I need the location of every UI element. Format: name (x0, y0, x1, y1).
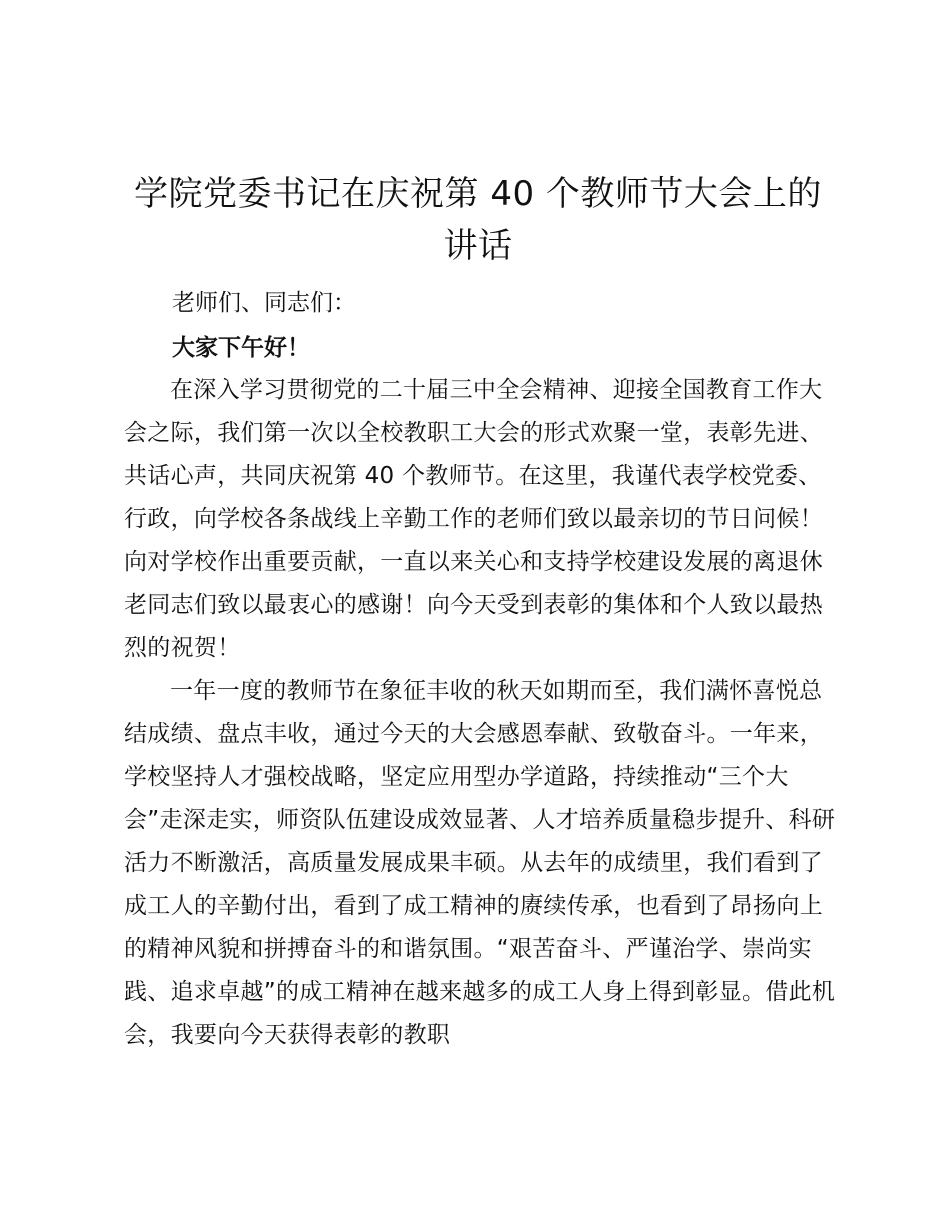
salutation: 老师们、同志们： (172, 290, 356, 316)
page-title: 学院党委书记在庆祝第 40 个教师节大会上的讲话 (134, 174, 822, 266)
paragraph-2: 一年一度的教师节在象征丰收的秋天如期而至，我们满怀喜悦总结成绩、盘点丰收，通过今天的大会感恩奉献、致敬奋斗。一年来，学校坚持人才强校战略，坚定应用型办学道路，持续推动“三个大会”走深走实，师资队伍建设成效显著、人才培养质量稳步提升、科研活力不断激活，高质量发展成果丰硕。从去年的成绩里，我们看到了成工人的辛勤付出，看到了成工精神的赓续传承，也看到了昂扬向上的精神风貌和拼搏奋斗的和谐氛围。“艰苦奋斗、严谨治学、崇尚实践、追求卓越”的成工精神在越来越多的成工人身上得到彰显。借此机会，我要向今天获得表彰的教职 (124, 678, 836, 1048)
paragraph-1: 在深入学习贯彻党的二十届三中全会精神、迎接全国教育工作大会之际，我们第一次以全校教职工大会的形式欢聚一堂，表彰先进、共话心声，共同庆祝第 40 个教师节。在这里，我谨代表学校党委、行政，向学校各条战线上辛勤工作的老师们致以最亲切的节日问候！向对学校作出重要贡献，一直以来关心和支持学校建设发展的离退休老同志们致以最衷心的感谢！向今天受到表彰的集体和个人致以最热烈的祝贺！ (124, 377, 823, 661)
speech-body (124, 369, 840, 1057)
greeting: 大家下午好！ (172, 335, 310, 361)
